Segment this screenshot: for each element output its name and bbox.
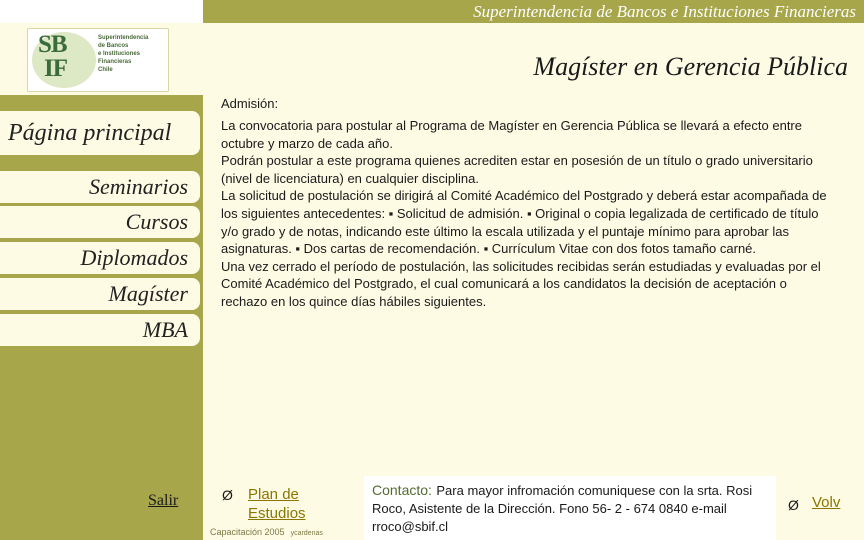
section-label: Admisión: xyxy=(221,96,279,111)
contact-box xyxy=(364,476,776,540)
footer xyxy=(210,527,323,537)
admission-text xyxy=(221,117,833,311)
logo-letters-top: SB xyxy=(38,31,67,58)
logo-letters-bottom: IF xyxy=(44,55,67,82)
logo-text-line: Financieras xyxy=(98,59,132,65)
sbif-logo[interactable] xyxy=(27,28,169,92)
site-title: Superintendencia de Bancos e Instituciones Financieras xyxy=(473,2,856,21)
paragraph: La convocatoria para postular al Programa de Magíster en Gerencia Pública se llevará a efecto entre octubre y marzo de cada año. xyxy=(221,118,802,151)
nav-magister[interactable]: Magíster xyxy=(0,278,200,310)
paragraph: La solicitud de postulación se dirigirá al Comité Académico del Postgrado y deberá estar acompañada de los siguientes antecedentes: ▪ Solicitud de admisión. ▪ Original o copia legalizada de certificado de título y/o grado y de notas, indicando este último la escala utilizada y el puntaje mínimo para aprobar las asignaturas. ▪ Dos cartas de recomendación. ▪ Currículum Vitae con dos fotos tamaño carné. xyxy=(221,188,827,257)
nav-diplomados[interactable]: Diplomados xyxy=(0,242,200,274)
contact-label: Contacto: xyxy=(372,482,432,498)
arrow-bullet-icon: Ø xyxy=(222,487,233,503)
nav-cursos[interactable]: Cursos xyxy=(0,206,200,238)
footer-text: Capacitación 2005 xyxy=(210,527,285,537)
logo-text-line: de Bancos xyxy=(98,43,129,49)
logo-letters xyxy=(38,33,67,81)
study-plan-line: Plan de xyxy=(248,486,299,503)
top-bar-left xyxy=(0,0,203,23)
nav-mba[interactable]: MBA xyxy=(0,314,200,346)
exit-link[interactable]: Salir xyxy=(148,492,179,509)
logo-text xyxy=(98,34,148,74)
back-link[interactable]: Volv xyxy=(812,494,841,511)
logo-text-line: e Instituciones xyxy=(98,51,141,57)
contact-text: Para mayor infromación comuniquese con la srta. Rosi Roco, Asistente de la Dirección. Fono 56- 2 - 674 0840 e-mail rroco@sbif.cl xyxy=(372,483,753,534)
paragraph: Una vez cerrado el período de postulación, las solicitudes recibidas serán estudiadas y evaluadas por el Comité Académico del Postgrado, el cual comunicará a los candidatos la decisión de aceptación o rechazo en los quince días hábiles siguientes. xyxy=(221,258,821,309)
study-plan-line: Estudios xyxy=(248,505,306,522)
footer-author: ycardenas xyxy=(290,530,323,537)
page-heading: Magíster en Gerencia Pública xyxy=(533,52,848,81)
nav-home[interactable]: Página principal xyxy=(0,111,200,155)
logo-text-line: Superintendencia xyxy=(98,35,149,41)
logo-text-line: Chile xyxy=(98,67,113,73)
top-bar xyxy=(0,0,864,23)
nav-seminarios[interactable]: Seminarios xyxy=(0,171,200,203)
paragraph: Podrán postular a este programa quienes acrediten estar en posesión de un título o grado universitario (nivel de licenciatura) en cualquier disciplina. xyxy=(221,153,813,186)
arrow-bullet-icon: Ø xyxy=(788,497,799,513)
study-plan-link[interactable] xyxy=(248,485,306,523)
